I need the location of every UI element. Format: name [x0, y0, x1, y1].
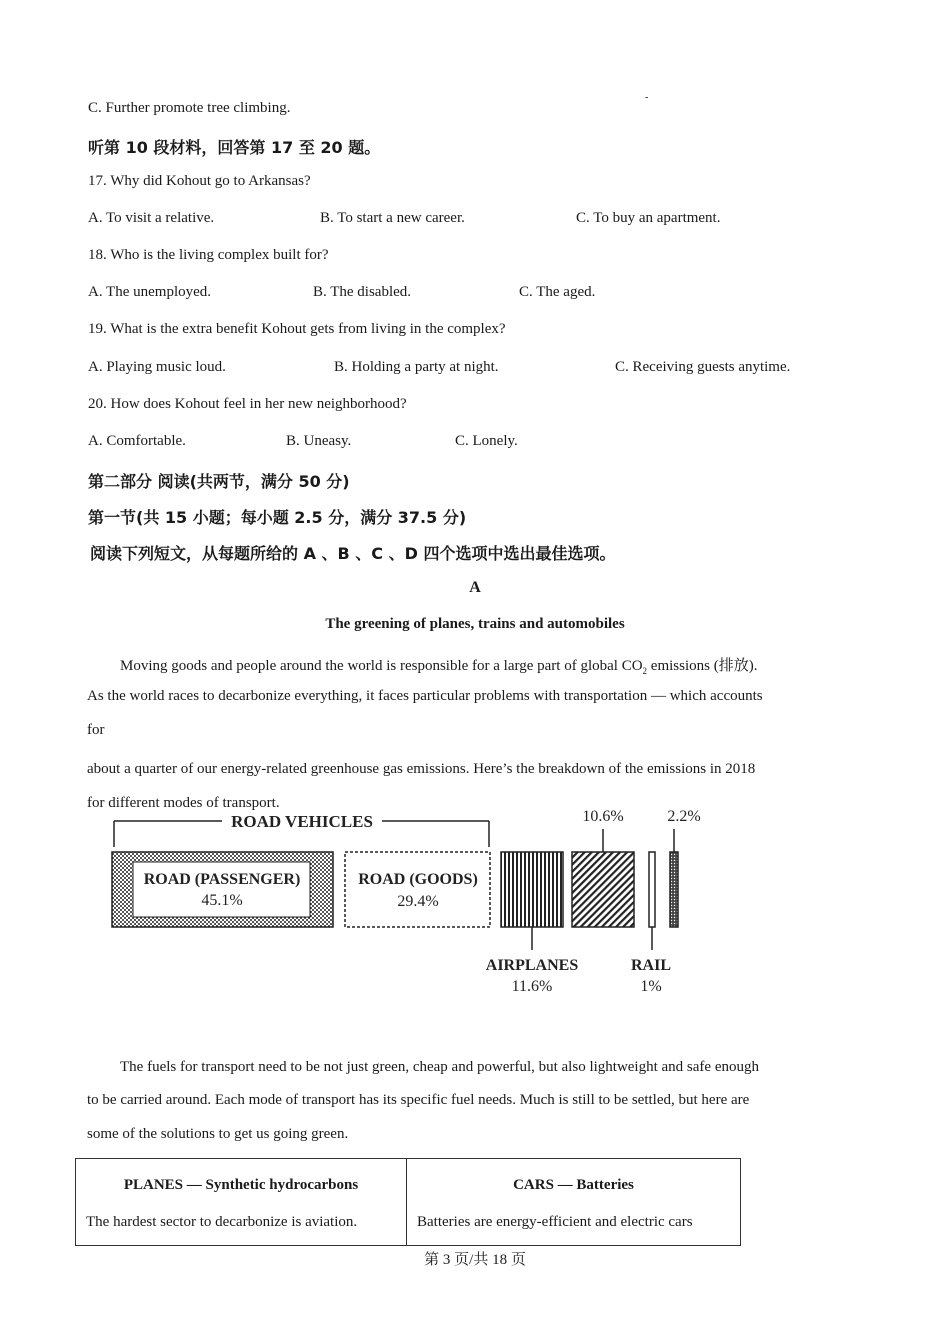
question-17-option-a: A. To visit a relative.	[88, 210, 215, 226]
para1-line4: about a quarter of our energy-related greenhouse gas emissions. Here’s the breakdown of the emissions in 2018	[87, 761, 756, 777]
label-road-goods: ROAD (GOODS)	[358, 871, 478, 888]
para1-line5: for different modes of transport.	[87, 795, 280, 811]
question-17-stem: 17. Why did Kohout go to Arkansas?	[88, 173, 311, 189]
para1-line1-text: Moving goods and people around the world is responsible for a large part of global CO	[120, 658, 643, 674]
cars-text: Batteries are energy-efficient and electric cars	[417, 1214, 693, 1230]
bar-shipping	[572, 852, 634, 927]
table-col-cars	[407, 1159, 740, 1245]
question-20-option-c: C. Lonely.	[455, 433, 518, 449]
question-17-option-c: C. To buy an apartment.	[576, 210, 721, 226]
value-rail: 1%	[640, 978, 662, 995]
question-18-option-a: A. The unemployed.	[88, 284, 212, 300]
table-col-planes	[76, 1159, 407, 1245]
para2-line2: to be carried around. Each mode of transport has its specific fuel needs. Much is still to be settled, but here are	[87, 1092, 750, 1108]
question-19-stem: 19. What is the extra benefit Kohout gets from living in the complex?	[88, 321, 506, 337]
page-footer: 第 3 页/共 18 页	[424, 1252, 526, 1268]
bar-other	[670, 852, 678, 927]
cars-header: CARS — Batteries	[513, 1177, 634, 1193]
bar-rail	[649, 852, 655, 927]
para1-line1-end: emissions (排放).	[647, 658, 758, 674]
listening-section-intro: 听第 10 段材料，回答第 17 至 20 题。	[88, 138, 381, 157]
emissions-chart	[100, 805, 720, 1000]
question-18-option-b: B. The disabled.	[313, 284, 412, 300]
question-19-option-c: C. Receiving guests anytime.	[615, 359, 791, 375]
q16-option-c: C. Further promote tree climbing.	[88, 100, 291, 116]
para1-line2: As the world races to decarbonize everything, it faces particular problems with transportation — which accounts	[87, 688, 763, 704]
para2-line1: The fuels for transport need to be not just green, cheap and powerful, but also lightweight and safe enough	[120, 1059, 759, 1075]
question-17-option-b: B. To start a new career.	[320, 210, 465, 226]
value-airplanes: 11.6%	[511, 978, 553, 995]
value-other: 2.2%	[667, 808, 701, 825]
para1-line1	[120, 654, 757, 676]
question-20-stem: 20. How does Kohout feel in her new neighborhood?	[88, 396, 407, 412]
stray-mark: -	[645, 92, 649, 103]
bar-airplanes	[501, 852, 563, 927]
passage-title: The greening of planes, trains and automobiles	[325, 616, 625, 632]
question-18-stem: 18. Who is the living complex built for?	[88, 247, 329, 263]
bar-road-goods	[345, 852, 490, 927]
question-19-option-b: B. Holding a party at night.	[334, 359, 499, 375]
para2-line3: some of the solutions to get us going green.	[87, 1126, 349, 1142]
passage-letter: A	[469, 579, 481, 596]
value-road-passenger: 45.1%	[201, 892, 243, 909]
question-18-option-c: C. The aged.	[519, 284, 596, 300]
co2-subscript: 2	[642, 666, 648, 676]
planes-header: PLANES — Synthetic hydrocarbons	[123, 1177, 359, 1193]
label-airplanes: AIRPLANES	[485, 957, 579, 974]
para1-line3: for	[87, 722, 105, 738]
section-one-heading: 第一节(共 15 小题；每小题 2.5 分，满分 37.5 分)	[88, 508, 467, 527]
value-shipping: 10.6%	[582, 808, 624, 825]
question-20-option-b: B. Uneasy.	[286, 433, 352, 449]
solutions-table	[75, 1158, 741, 1246]
part-two-heading: 第二部分 阅读(共两节，满分 50 分)	[88, 472, 350, 491]
label-road-passenger: ROAD (PASSENGER)	[143, 871, 301, 888]
question-19-option-a: A. Playing music loud.	[88, 359, 226, 375]
chart-title: ROAD VEHICLES	[231, 812, 373, 831]
value-road-goods: 29.4%	[397, 893, 439, 910]
reading-instruction: 阅读下列短文，从每题所给的 A 、B 、C 、D 四个选项中选出最佳选项。	[90, 544, 616, 563]
question-20-option-a: A. Comfortable.	[88, 433, 186, 449]
label-rail: RAIL	[630, 957, 672, 974]
planes-text: The hardest sector to decarbonize is aviation.	[86, 1214, 358, 1230]
